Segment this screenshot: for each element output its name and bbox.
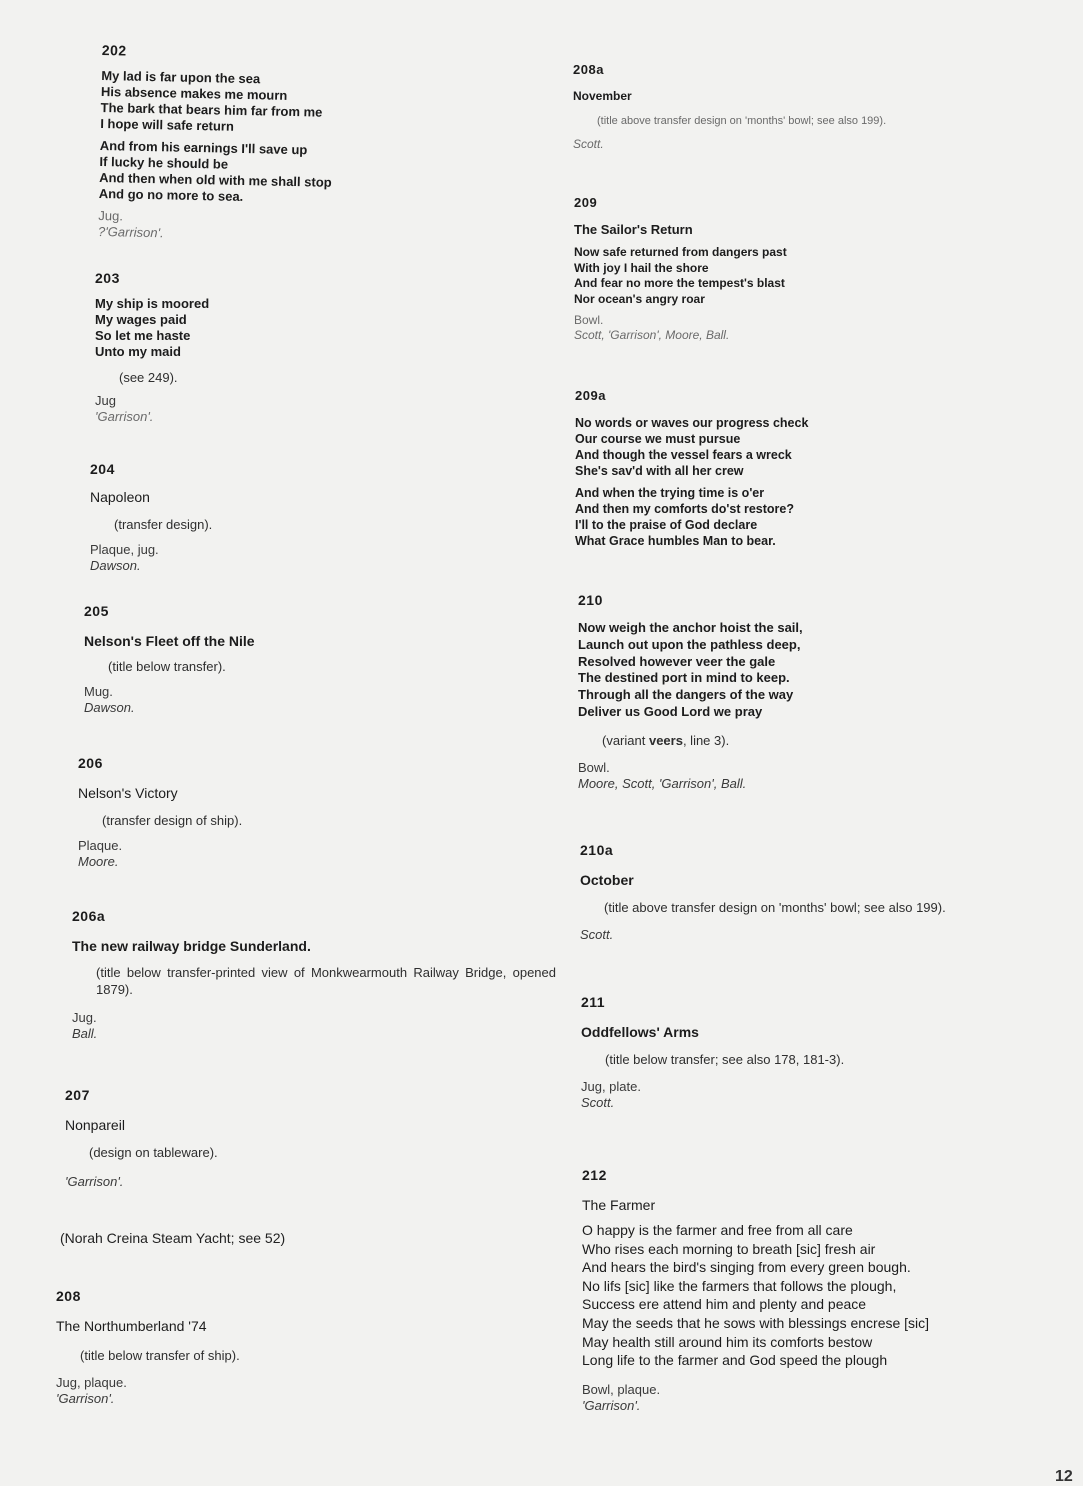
- attribution: Moore, Scott, 'Garrison', Ball.: [578, 775, 747, 791]
- verse-line: The bark that bears him far from me: [100, 99, 323, 120]
- note-text: (variant: [602, 732, 649, 748]
- editorial-note: (title below transfer).: [108, 659, 226, 674]
- verse-line: And then when old with me shall stop: [99, 169, 332, 190]
- verse-line: What Grace humbles Man to bear.: [575, 534, 776, 548]
- object-form: Bowl.: [578, 759, 610, 775]
- stanza: [578, 620, 803, 721]
- verse-line: And hears the bird's singing from every green bough.: [582, 1259, 911, 1276]
- attribution: Scott.: [581, 1095, 615, 1110]
- entry-209a: [575, 388, 808, 555]
- stanza: [582, 1221, 929, 1370]
- verse-line: Who rises each morning to breath [sic] fresh air: [582, 1240, 876, 1257]
- verse-line: May health still around him its comforts bestow: [582, 1333, 873, 1350]
- verse-line: So let me haste: [95, 328, 191, 343]
- verse-line: And go no more to sea.: [98, 185, 244, 204]
- entry-209: [574, 195, 787, 342]
- cross-reference: (Norah Creina Steam Yacht; see 52): [60, 1230, 286, 1246]
- entry-205: [84, 603, 255, 715]
- entry-208a: [573, 62, 1033, 151]
- verse-line: And though the vessel fears a wreck: [575, 448, 792, 462]
- entry-206a: [72, 908, 556, 1041]
- verse-line: No lifs [sic] like the farmers that follows the plough,: [582, 1277, 897, 1294]
- entry-210: [578, 592, 803, 791]
- entry-title: Nonpareil: [65, 1117, 125, 1133]
- editorial-note: (title above transfer design on 'months' bowl; see also 199).: [604, 900, 946, 915]
- verse-line: And fear no more the tempest's blast: [574, 276, 785, 290]
- verse-line: The destined port in mind to keep.: [578, 670, 790, 686]
- stanza: [574, 245, 787, 307]
- entry-title: The Sailor's Return: [574, 222, 693, 237]
- editorial-note: (see 249).: [119, 370, 178, 385]
- verse-line: My wages paid: [95, 312, 187, 327]
- verse-line: And from his earnings I'll save up: [99, 137, 308, 158]
- attribution: Ball.: [72, 1026, 98, 1041]
- attribution: 'Garrison'.: [56, 1391, 115, 1406]
- entry-number: 212: [582, 1167, 607, 1183]
- page-number: 12: [1055, 1468, 1073, 1485]
- verse-line: She's sav'd with all her crew: [575, 464, 744, 478]
- editorial-note: (title below transfer-printed view of Monkwearmouth Railway Bridge, opened 1879).: [96, 965, 556, 997]
- verse-line: I'll to the praise of God declare: [575, 518, 758, 532]
- verse-line: Through all the dangers of the way: [578, 687, 794, 703]
- verse-line: I hope will safe return: [100, 115, 235, 134]
- verse-line: My ship is moored: [95, 296, 210, 311]
- object-form: Jug.: [98, 207, 124, 224]
- verse-line: Now safe returned from dangers past: [574, 245, 787, 259]
- entry-number: 206: [78, 755, 103, 771]
- verse-line: His absence makes me mourn: [100, 83, 288, 103]
- object-form: Bowl.: [574, 313, 604, 327]
- verse-line: Our course we must pursue: [575, 432, 741, 446]
- entry-208: [56, 1288, 240, 1406]
- entry-number: 210: [578, 592, 603, 608]
- verse: [578, 620, 803, 721]
- stanza: [575, 485, 808, 549]
- object-form: Mug.: [84, 684, 113, 699]
- verse: [99, 68, 334, 207]
- entry-title: October: [580, 872, 634, 888]
- attribution: Dawson.: [90, 558, 141, 573]
- entry-207: [65, 1087, 218, 1189]
- entry-number: 203: [95, 270, 120, 286]
- entry-title: November: [573, 89, 632, 103]
- entry-title: The Farmer: [582, 1197, 656, 1213]
- stanza: [99, 138, 333, 207]
- verse-line: Success ere attend him and plenty and peace: [582, 1296, 867, 1313]
- entry-title: Nelson's Victory: [78, 785, 178, 801]
- entry-number: 208: [56, 1288, 81, 1304]
- object-form: Jug: [95, 393, 116, 408]
- verse-line: Launch out upon the pathless deep,: [578, 636, 801, 652]
- attribution: Moore.: [78, 854, 119, 869]
- attribution: Scott.: [580, 927, 614, 942]
- object-form: Jug.: [72, 1010, 97, 1025]
- entry-number: 209a: [575, 388, 606, 403]
- entry-212: [582, 1167, 929, 1413]
- entry-number: 202: [101, 42, 127, 59]
- verse-line: O happy is the farmer and free from all care: [582, 1222, 853, 1238]
- entry-number: 206a: [72, 908, 106, 924]
- verse: [574, 245, 787, 307]
- entry-title: Napoleon: [90, 489, 150, 505]
- entry-206: [78, 755, 242, 869]
- editorial-note: (title below transfer of ship).: [80, 1348, 240, 1363]
- object-form: Bowl, plaque.: [582, 1381, 661, 1397]
- verse-line: My lad is far upon the sea: [101, 67, 261, 87]
- verse-line: No words or waves our progress check: [575, 416, 809, 430]
- note-variant-word: veers: [648, 732, 683, 748]
- editorial-note: (transfer design).: [114, 517, 213, 532]
- entry-210a: [580, 842, 1050, 942]
- verse-line: Resolved however veer the gale: [578, 653, 776, 669]
- entry-number: 208a: [573, 62, 604, 77]
- attribution: Scott.: [573, 137, 604, 151]
- object-form: Jug, plaque.: [56, 1375, 127, 1390]
- entry-number: 207: [65, 1087, 90, 1103]
- verse: [582, 1221, 929, 1370]
- object-form: Plaque, jug.: [90, 542, 159, 557]
- object-form: Plaque.: [78, 838, 123, 853]
- entry-number: 204: [90, 461, 115, 477]
- entry-number: 205: [84, 603, 109, 619]
- editorial-note: (title above transfer design on 'months' bowl; see also 199).: [597, 115, 887, 127]
- stanza: [100, 68, 334, 137]
- verse-line: If lucky he should be: [99, 153, 229, 172]
- editorial-note: (design on tableware).: [89, 1145, 218, 1160]
- verse-line: Now weigh the anchor hoist the sail,: [578, 620, 803, 635]
- verse-line: Deliver us Good Lord we pray: [578, 703, 763, 719]
- attribution: 'Garrison'.: [95, 409, 154, 424]
- attribution: ?'Garrison'.: [97, 223, 164, 241]
- attribution: 'Garrison'.: [582, 1397, 641, 1413]
- verse-line: Long life to the farmer and God speed the plough: [582, 1352, 888, 1369]
- entry-title: Nelson's Fleet off the Nile: [84, 633, 255, 649]
- note-text: , line 3).: [682, 732, 730, 748]
- verse-line: And then my comforts do'st restore?: [575, 502, 794, 516]
- verse-line: May the seeds that he sows with blessings encrese [sic]: [582, 1314, 930, 1331]
- editorial-note: [578, 733, 803, 748]
- stanza: [575, 415, 808, 479]
- editorial-note: (transfer design of ship).: [102, 813, 243, 828]
- object-form: Jug, plate.: [581, 1079, 641, 1094]
- entry-number: 210a: [580, 842, 614, 858]
- entry-title: Oddfellows' Arms: [581, 1024, 699, 1040]
- verse-line: Nor ocean's angry roar: [574, 291, 705, 306]
- verse-line: Unto my maid: [95, 344, 181, 359]
- stanza: [95, 296, 209, 360]
- verse: [575, 415, 808, 549]
- editorial-note: (title below transfer; see also 178, 181-3).: [605, 1052, 845, 1067]
- entry-title: The Northumberland '74: [56, 1318, 207, 1334]
- attribution: Dawson.: [84, 700, 135, 715]
- attribution: Scott, 'Garrison', Moore, Ball.: [574, 328, 730, 342]
- entry-204: [90, 461, 212, 573]
- verse: [95, 296, 209, 360]
- entry-number: 209: [574, 195, 598, 210]
- entry-203: [95, 270, 209, 424]
- attribution: 'Garrison'.: [65, 1174, 124, 1189]
- verse-line: With joy I hail the shore: [574, 260, 709, 275]
- entry-211: [581, 994, 844, 1110]
- entry-202: [98, 42, 335, 244]
- entry-number: 211: [581, 994, 606, 1010]
- entry-title: The new railway bridge Sunderland.: [72, 938, 311, 954]
- verse-line: And when the trying time is o'er: [575, 486, 765, 500]
